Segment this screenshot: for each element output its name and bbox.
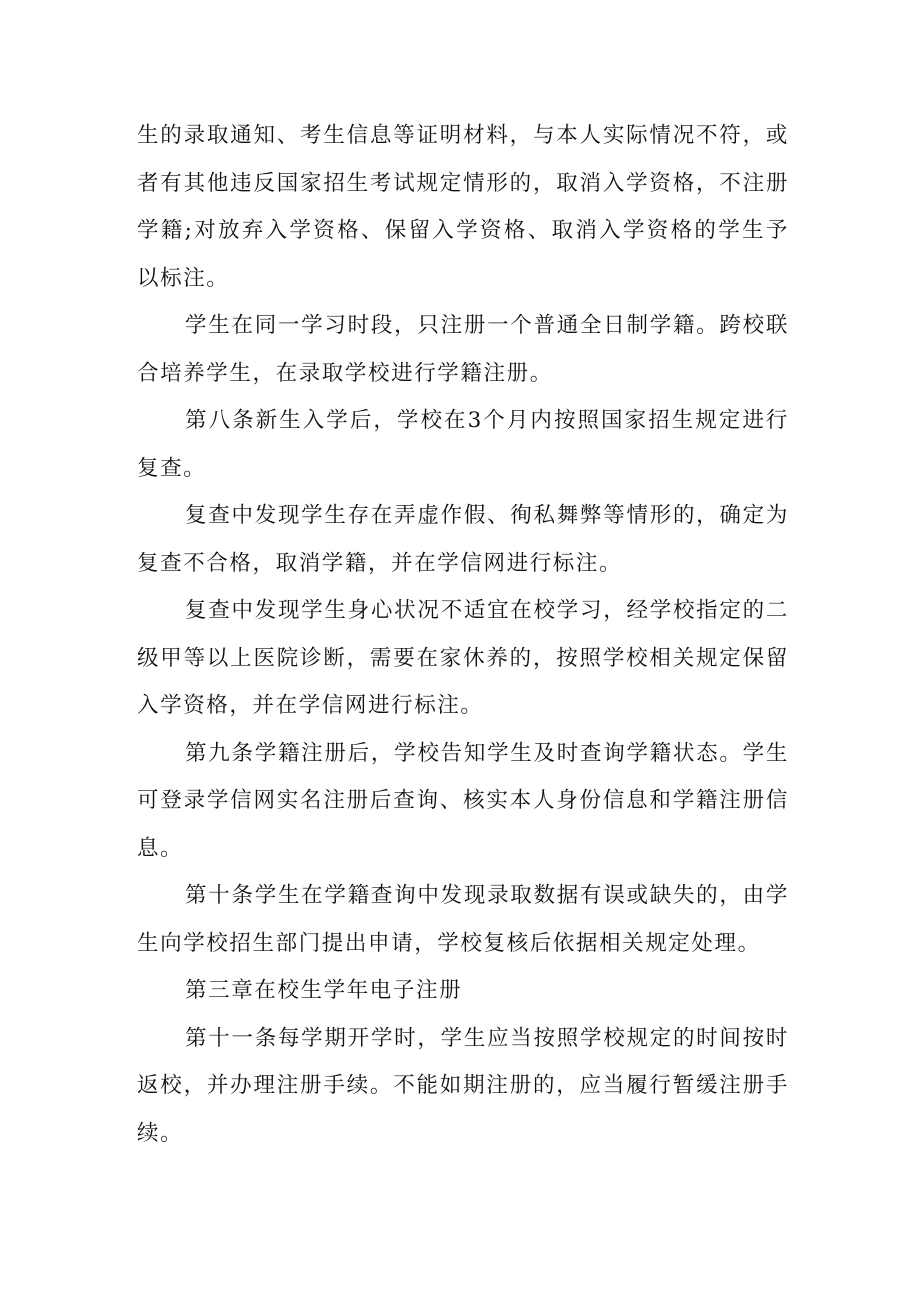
paragraph-article-10: 第十条学生在学籍查询中发现录取数据有误或缺失的，由学生向学校招生部门提出申请，学校复核后依据相关规定处理。 — [137, 883, 789, 956]
chapter-heading-3: 第三章在校生学年电子注册 — [185, 978, 463, 1003]
paragraph-single-registration: 学生在同一学习时段，只注册一个普通全日制学籍。跨校联合培养学生，在录取学校进行学籍注册。 — [137, 313, 789, 386]
paragraph-article-8: 第八条新生入学后，学校在3个月内按照国家招生规定进行复查。 — [137, 408, 789, 481]
paragraph-article-11: 第十一条每学期开学时，学生应当按照学校规定的时间按时返校，并办理注册手续。不能如期注册的，应当履行暂缓注册手续。 — [137, 1025, 789, 1146]
document-body — [137, 112, 789, 1157]
paragraph-admission-cancellation: 生的录取通知、考生信息等证明材料，与本人实际情况不符，或者有其他违反国家招生考试规定情形的，取消入学资格，不注册学籍;对放弃入学资格、保留入学资格、取消入学资格的学生予以标注。 — [137, 123, 789, 291]
paragraph-review-health: 复查中发现学生身心状况不适宜在校学习，经学校指定的二级甲等以上医院诊断，需要在家休养的，按照学校相关规定保留入学资格，并在学信网进行标注。 — [137, 598, 789, 718]
paragraph-article-9: 第九条学籍注册后，学校告知学生及时查询学籍状态。学生可登录学信网实名注册后查询、核实本人身份信息和学籍注册信息。 — [137, 740, 789, 861]
paragraph-review-fraud: 复查中发现学生存在弄虚作假、徇私舞弊等情形的，确定为复查不合格，取消学籍，并在学信网进行标注。 — [137, 503, 789, 576]
